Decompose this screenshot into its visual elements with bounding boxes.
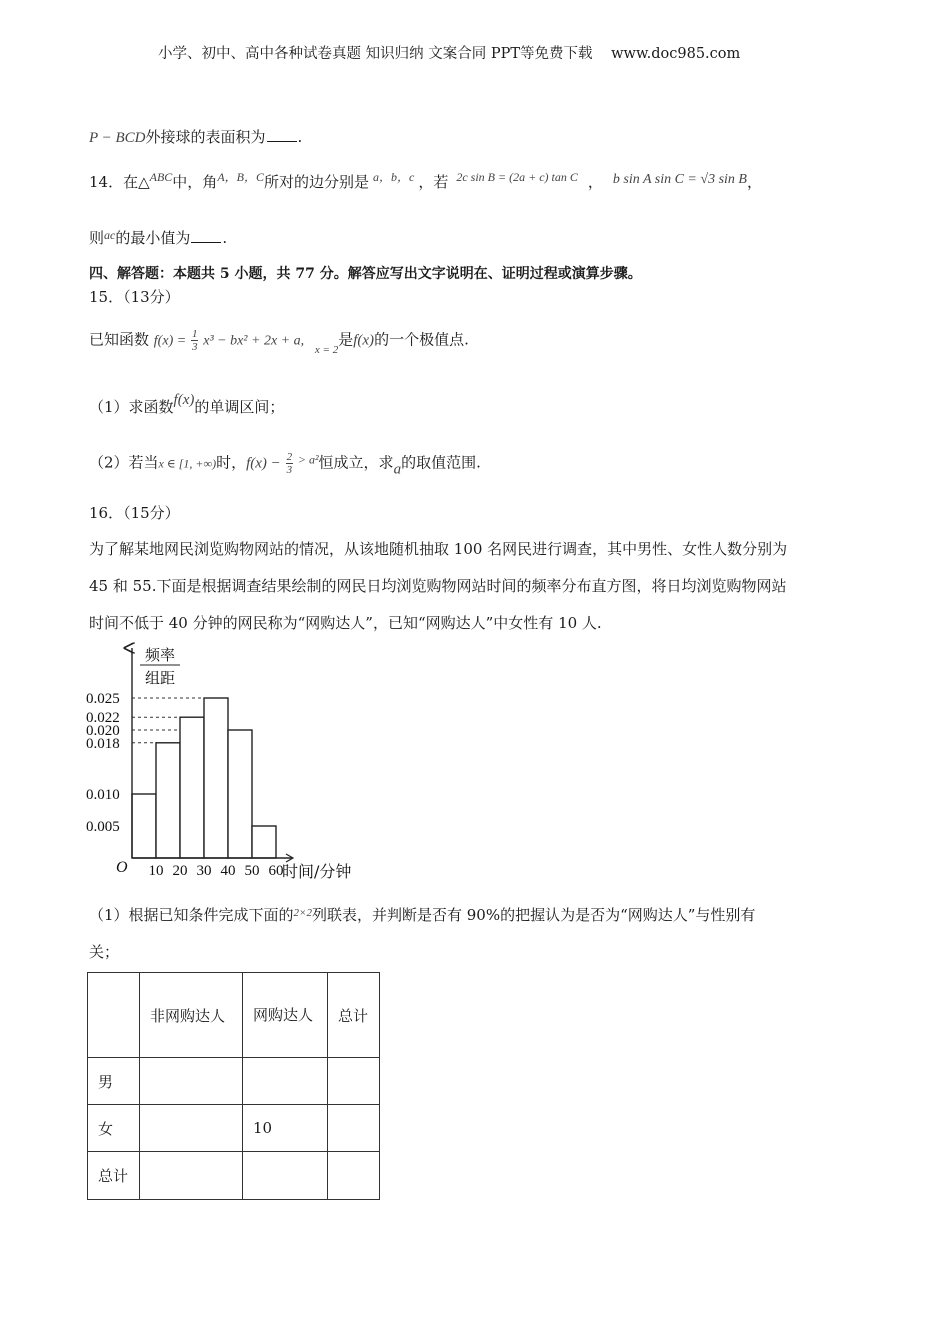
table-header: 非网购达人 bbox=[140, 973, 243, 1058]
contingency-table bbox=[87, 972, 380, 1200]
q15-part1: （1）求函数f(x)的单调区间； bbox=[89, 392, 285, 416]
y-tick-label: 0.005 bbox=[86, 819, 120, 835]
answer-blank bbox=[267, 129, 297, 142]
x-tick-label: 10 bbox=[148, 863, 164, 879]
histogram-bar bbox=[180, 717, 204, 858]
x-tick-label: 30 bbox=[196, 863, 212, 879]
table-header-row bbox=[88, 973, 380, 1058]
q16-part1-line2: 关； bbox=[89, 943, 120, 961]
q13-tail: P − BCD外接球的表面积为 . bbox=[89, 128, 303, 146]
q14-line1: 14．在△$^{ABC}$中，角$^{A,B,C}$所对的边分别是 $^{a,b,c}$ ，若 $^{2c sin B = (2a + c) tan C}$ ， b sin A sin C = √3 sin B， bbox=[89, 170, 762, 191]
q16-part1-line1: （1）根据已知条件完成下面的$^{2\times 2}$列联表，并判断是否有 90%的把握认为是否为“网购达人”与性别有 bbox=[89, 906, 756, 924]
y-tick-label: 0.020 bbox=[86, 723, 120, 739]
y-tick-label: 0.025 bbox=[86, 691, 120, 707]
equation-2: b sin A sin C = √3 sin B bbox=[612, 172, 747, 187]
header-text: 小学、初中、高中各种试卷真题 知识归纳 文案合同 PPT等免费下载 bbox=[158, 46, 593, 62]
q15-intro: 已知函数 f(x) = $\frac{1}{3}$ x³ − bx² + 2x + a, $_{x = 2}$是f(x)的一个极值点. bbox=[89, 328, 469, 356]
table-header: 总计 bbox=[328, 973, 380, 1058]
q16-para-line2: 45 和 55.下面是根据调查结果绘制的网民日均浏览购物网站时间的频率分布直方图，将日均浏览购物网站 bbox=[89, 577, 787, 595]
x-tick-label: 40 bbox=[220, 863, 236, 879]
equation-1: 2c sin B = (2a + c) tan C bbox=[456, 170, 578, 184]
y-tick-label: 0.022 bbox=[86, 710, 120, 727]
section-heading: 四、解答题：本题共 5 小题，共 77 分。解答应写出文字说明在、证明过程或演算步骤。 bbox=[89, 266, 642, 282]
q16-para-line3: 时间不低于 40 分钟的网民称为“网购达人”，已知“网购达人”中女性有 10 人. bbox=[89, 614, 602, 632]
q16-head: 16．（15分） bbox=[89, 504, 180, 522]
x-axis-label: 时间/分钟 bbox=[282, 862, 352, 881]
table-row: 男 bbox=[88, 1058, 380, 1105]
histogram-bar bbox=[228, 730, 252, 858]
x-tick-label: 20 bbox=[172, 863, 188, 879]
table-row: 女 10 bbox=[88, 1105, 380, 1152]
q14-line2: 则$^{ac}$的最小值为 . bbox=[89, 228, 228, 247]
q13-text: 外接球的表面积为 bbox=[145, 128, 266, 146]
q15-part2: （2）若当x ∈ [1, +∞)时，f(x) − $\frac{2}{3}$ $^{> a^2}$恒成立，求a的取值范围. bbox=[89, 451, 481, 478]
y-tick-label: 0.010 bbox=[86, 787, 120, 803]
histogram-bar bbox=[252, 826, 276, 858]
page-header bbox=[158, 42, 740, 63]
y-tick-label: 0.018 bbox=[86, 735, 120, 752]
origin-label: O bbox=[116, 859, 128, 876]
header-url[interactable]: www.doc985.com bbox=[611, 46, 741, 62]
x-tick-label: 60 bbox=[268, 863, 284, 879]
histogram-bar bbox=[204, 698, 228, 858]
x-tick-label: 50 bbox=[244, 863, 260, 879]
y-axis-label-bottom: 组距 bbox=[144, 669, 176, 687]
q13-expr: P − BCD bbox=[89, 130, 146, 146]
histogram-bar bbox=[132, 794, 156, 858]
q16-para-line1: 为了解某地网民浏览购物网站的情况，从该地随机抽取 100 名网民进行调查，其中男性、女性人数分别为 bbox=[89, 540, 788, 558]
table-header: 网购达人 bbox=[243, 973, 328, 1058]
frequency-histogram bbox=[80, 640, 380, 890]
fraction-one-third: $\frac{1}{3}$ bbox=[191, 328, 198, 353]
histogram-bar bbox=[156, 743, 180, 858]
table-cell bbox=[88, 973, 140, 1058]
y-axis-label-top: 频率 bbox=[144, 646, 176, 664]
answer-blank bbox=[191, 230, 221, 243]
q15-head: 15．（13分） bbox=[89, 288, 180, 306]
fraction-two-thirds: $\frac{2}{3}$ bbox=[286, 451, 293, 476]
triangle-abc: ABC bbox=[149, 170, 173, 184]
table-row: 总计 bbox=[88, 1152, 380, 1200]
